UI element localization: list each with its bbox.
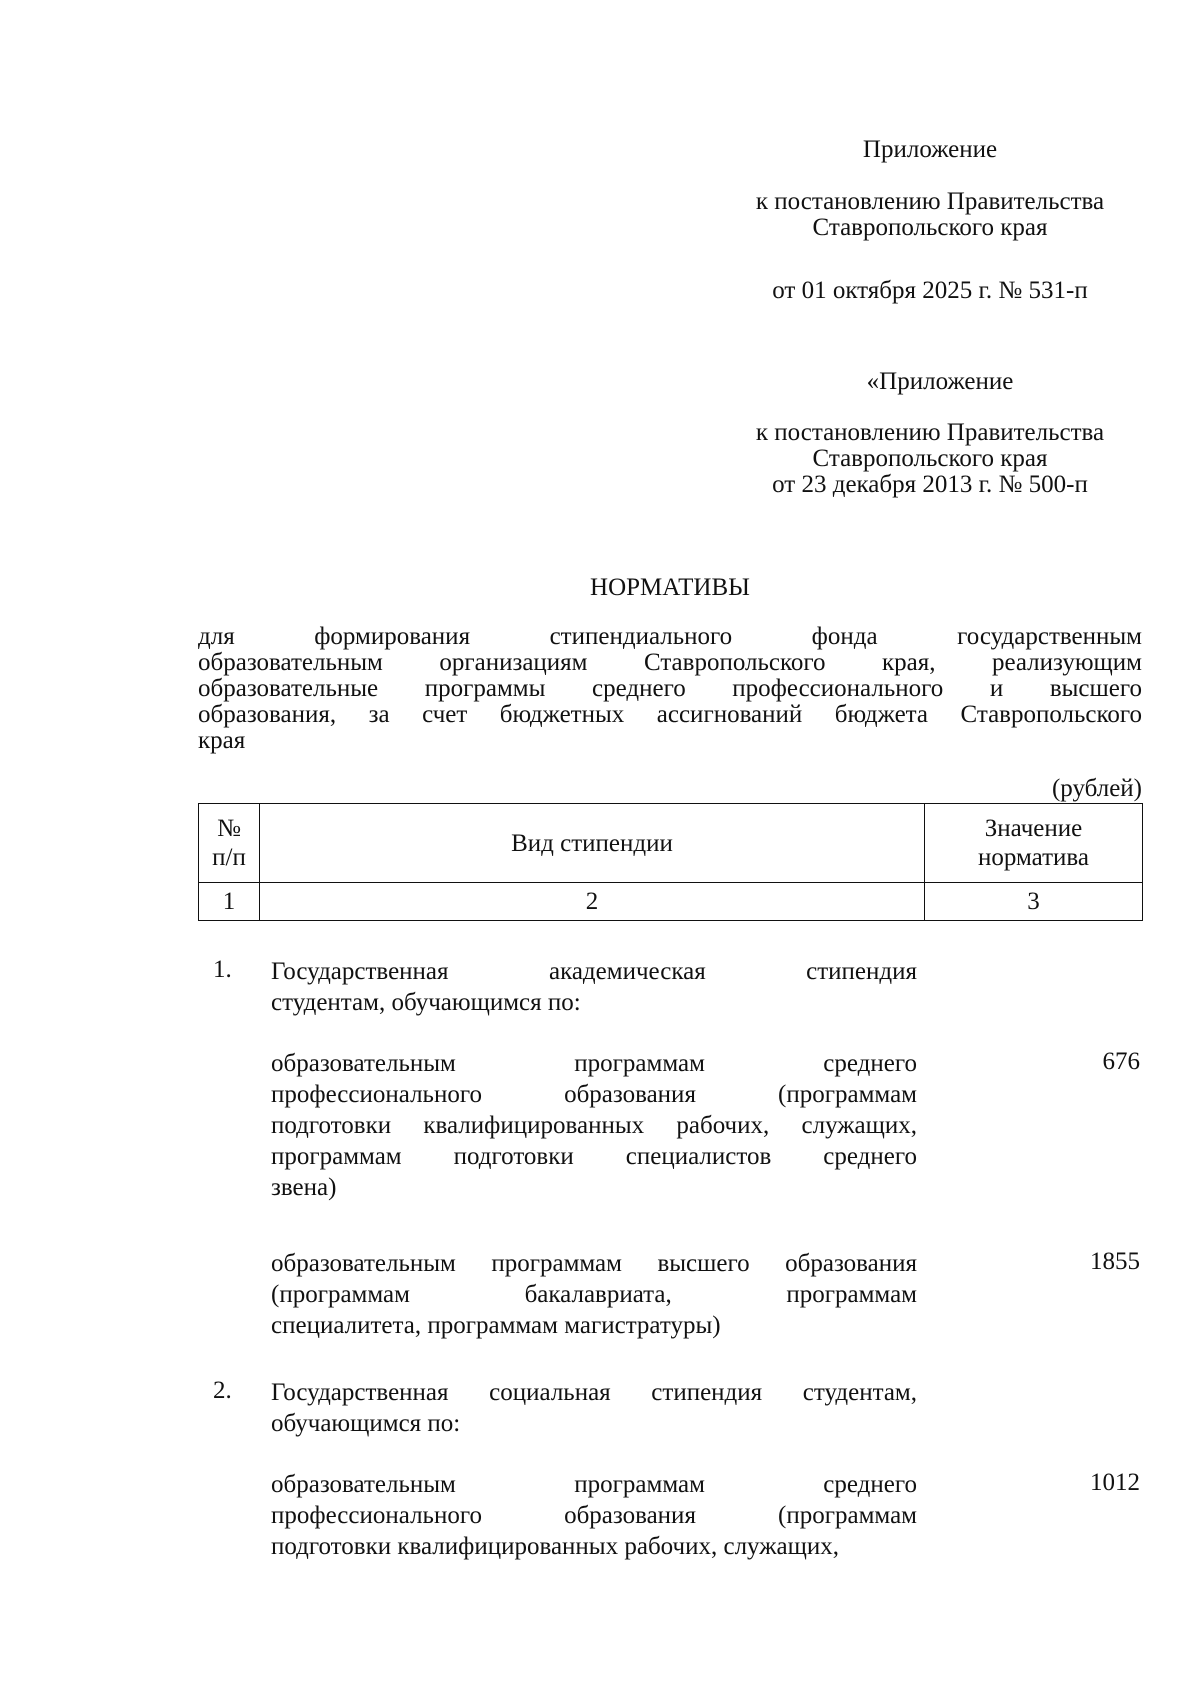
decree-line-1: к постановлению Правительства — [755, 188, 1105, 215]
decree-line-2: Ставропольского края — [812, 214, 1048, 241]
sub-item-line: профессионального образования (программам — [271, 1081, 917, 1108]
list-item — [271, 1377, 917, 1439]
col-value-header — [925, 804, 1143, 883]
prev-decree-line-2: Ставропольского края — [812, 445, 1048, 472]
col-value-header-line: Значение — [984, 815, 1083, 842]
prev-decree-line-1: к постановлению Правительства — [755, 419, 1105, 446]
col-value-index: 3 — [925, 883, 1143, 921]
sub-item-line: образовательным программам среднего — [271, 1050, 917, 1077]
decree-date: от 01 октября 2025 г. № 531-п — [772, 277, 1088, 304]
norm-value: 676 — [1102, 1048, 1140, 1075]
subtitle-line: образования, за счет бюджетных ассигнований бюджета Ставропольского — [198, 701, 1142, 728]
sub-item — [271, 1469, 917, 1562]
sub-item-line: программам подготовки специалистов среднего — [271, 1143, 917, 1170]
prev-decree-date: от 23 декабря 2013 г. № 500-п — [772, 471, 1088, 498]
list-item — [271, 956, 917, 1018]
sub-item-line: звена) — [271, 1174, 337, 1201]
appendix-label: Приложение — [862, 136, 998, 163]
sub-item-line: подготовки квалифицированных рабочих, служащих, — [271, 1533, 839, 1560]
subtitle — [198, 624, 1142, 754]
subtitle-line: для формирования стипендиального фонда государственным — [198, 623, 1142, 650]
subtitle-line: образовательным организациям Ставропольского края, реализующим — [198, 649, 1142, 676]
sub-item — [271, 1248, 917, 1341]
col-number-header — [199, 804, 260, 883]
table-header-row — [199, 804, 1143, 883]
norms-table-header — [198, 803, 1143, 921]
sub-item-line: образовательным программам высшего образования — [271, 1250, 917, 1277]
item-text-line: обучающимся по: — [271, 1410, 461, 1437]
sub-item-line: специалитета, программам магистратуры) — [271, 1312, 721, 1339]
item-number: 2. — [213, 1377, 232, 1404]
col-type-index: 2 — [260, 883, 925, 921]
document-title: НОРМАТИВЫ — [590, 574, 750, 601]
subtitle-line: края — [198, 727, 246, 754]
col-number-index: 1 — [199, 883, 260, 921]
norm-value: 1855 — [1090, 1248, 1140, 1275]
prev-appendix-label: «Приложение — [866, 368, 1014, 395]
col-number-header-line: п/п — [212, 844, 246, 871]
sub-item — [271, 1048, 917, 1203]
units-label: (рублей) — [1051, 775, 1142, 802]
col-number-header-line: № — [217, 815, 241, 842]
sub-item-line: образовательным программам среднего — [271, 1471, 917, 1498]
sub-item-line: (программам бакалавриата, программам — [271, 1281, 917, 1308]
subtitle-line: образовательные программы среднего профессионального и высшего — [198, 675, 1142, 702]
item-text-line: студентам, обучающимся по: — [271, 989, 581, 1016]
sub-item-line: профессионального образования (программам — [271, 1502, 917, 1529]
item-text-line: Государственная социальная стипендия студентам, — [271, 1379, 917, 1406]
item-number: 1. — [213, 956, 232, 983]
norm-value: 1012 — [1090, 1469, 1140, 1496]
col-type-header: Вид стипендии — [260, 804, 925, 883]
table-numbering-row — [199, 883, 1143, 921]
sub-item-line: подготовки квалифицированных рабочих, служащих, — [271, 1112, 917, 1139]
item-text-line: Государственная академическая стипендия — [271, 958, 917, 985]
col-value-header-line: норматива — [978, 844, 1089, 871]
